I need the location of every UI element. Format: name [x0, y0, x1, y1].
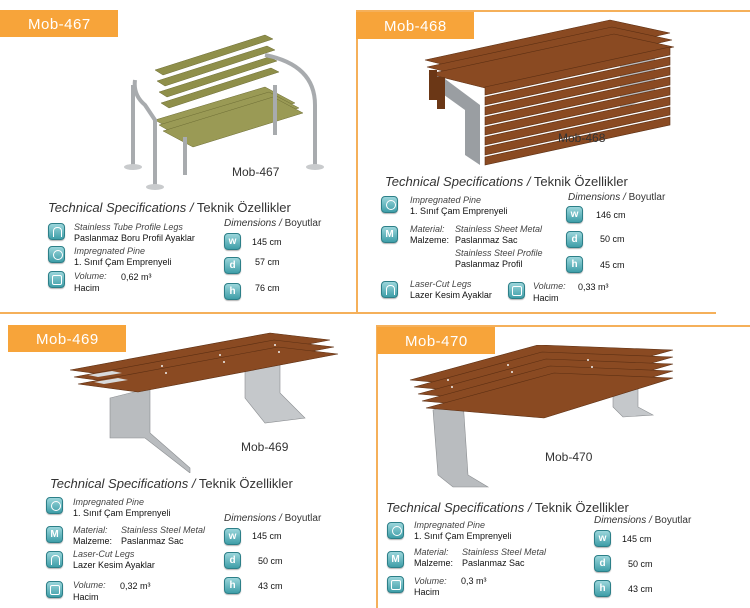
width-value: 145 cm: [252, 237, 282, 247]
spec-en: Impregnated Pine: [73, 497, 145, 507]
volume-icon: [46, 581, 63, 598]
volume-icon: [48, 271, 65, 288]
spec-en: Laser-Cut Legs: [73, 549, 135, 559]
spec-en: Volume:: [414, 576, 447, 586]
width-value: 146 cm: [596, 210, 626, 220]
width-icon: w: [224, 233, 241, 250]
spec-tr: Paslanmaz Sac: [455, 235, 518, 245]
depth-icon: d: [594, 555, 611, 572]
spec-tr: Paslanmaz Sac: [121, 536, 184, 546]
spec-en-label: Material:: [414, 547, 449, 557]
volume-icon: [508, 282, 525, 299]
legs-icon: [381, 281, 398, 298]
height-value: 45 cm: [600, 260, 625, 270]
dimensions-title: Dimensions / Boyutlar: [224, 218, 322, 229]
height-value: 43 cm: [628, 584, 653, 594]
volume-value: 0,33 m³: [578, 282, 609, 292]
spec-title: Technical Specifications / Teknik Özellikler: [386, 500, 629, 515]
height-icon: h: [224, 283, 241, 300]
divider-middle: [0, 312, 716, 314]
bench-image-mob-469: [70, 328, 360, 473]
width-icon: w: [594, 530, 611, 547]
height-icon: h: [566, 256, 583, 273]
bench-image-mob-467: [115, 25, 335, 195]
spec-title: Technical Specifications / Teknik Özellikler: [50, 476, 293, 491]
width-icon: w: [566, 206, 583, 223]
spec-en: Impregnated Pine: [74, 246, 146, 256]
spec-tr: 1. Sınıf Çam Emprenyeli: [73, 508, 171, 518]
depth-value: 50 cm: [258, 556, 283, 566]
legs-icon: [46, 551, 63, 568]
pine-icon: [381, 196, 398, 213]
spec-tr: Hacim: [414, 587, 440, 597]
spec-en-label: Material:: [410, 224, 445, 234]
depth-icon: d: [224, 552, 241, 569]
model-label: Mob-468: [558, 131, 606, 145]
spec-tr: Paslanmaz Boru Profil Ayaklar: [74, 233, 195, 243]
spec-tr: Hacim: [73, 592, 99, 602]
depth-value: 57 cm: [255, 257, 280, 267]
volume-icon: [387, 576, 404, 593]
dimensions-title: Dimensions / Boyutlar: [224, 513, 322, 524]
product-code-tag: Mob-467: [0, 10, 118, 37]
depth-icon: d: [224, 257, 241, 274]
legs-icon: [48, 223, 65, 240]
spec-en: Stainless Sheet Metal: [455, 224, 543, 234]
material-icon: M: [381, 226, 398, 243]
volume-value: 0,62 m³: [121, 272, 152, 282]
dimensions-title: Dimensions / Boyutlar: [568, 192, 666, 203]
spec-en: Laser-Cut Legs: [410, 279, 472, 289]
spec-tr-label: Malzeme:: [73, 536, 113, 546]
spec-en: Stainless Steel Metal: [462, 547, 547, 557]
spec-en: Stainless Tube Profile Legs: [74, 222, 183, 232]
spec-en: Volume:: [74, 271, 107, 281]
spec-tr: 1. Sınıf Çam Emprenyeli: [74, 257, 172, 267]
model-label: Mob-469: [241, 440, 289, 454]
spec-en: Volume:: [73, 580, 106, 590]
spec-tr: Hacim: [533, 293, 559, 303]
width-icon: w: [224, 528, 241, 545]
spec-title: Technical Specifications / Teknik Özellikler: [385, 174, 628, 189]
pine-icon: [48, 246, 65, 263]
depth-value: 50 cm: [628, 559, 653, 569]
model-label: Mob-470: [545, 450, 593, 464]
product-code-tag: Mob-468: [356, 12, 474, 39]
pine-icon: [387, 522, 404, 539]
spec-tr-label: Malzeme:: [410, 235, 450, 245]
height-value: 43 cm: [258, 581, 283, 591]
volume-value: 0,3 m³: [461, 576, 487, 586]
spec-en-2: Stainless Steel Profile: [455, 248, 543, 258]
product-code-tag: Mob-469: [8, 325, 126, 352]
spec-tr: Lazer Kesim Ayaklar: [410, 290, 492, 300]
dimensions-title: Dimensions / Boyutlar: [594, 515, 692, 526]
product-code-tag: Mob-470: [377, 327, 495, 354]
spec-tr: 1. Sınıf Çam Emprenyeli: [410, 206, 508, 216]
model-label: Mob-467: [232, 165, 280, 179]
depth-icon: d: [566, 231, 583, 248]
depth-value: 50 cm: [600, 234, 625, 244]
pine-icon: [46, 497, 63, 514]
spec-en: Volume:: [533, 281, 566, 291]
height-value: 76 cm: [255, 283, 280, 293]
height-icon: h: [224, 577, 241, 594]
spec-tr: Paslanmaz Sac: [462, 558, 525, 568]
spec-tr-2: Paslanmaz Profil: [455, 259, 523, 269]
spec-title: Technical Specifications / Teknik Özellikler: [48, 200, 291, 215]
volume-value: 0,32 m³: [120, 581, 151, 591]
spec-tr-label: Malzeme:: [414, 558, 454, 568]
divider-vertical-bottom: [376, 325, 378, 608]
spec-en: Stainless Steel Metal: [121, 525, 206, 535]
spec-tr: Lazer Kesim Ayaklar: [73, 560, 155, 570]
spec-tr: Hacim: [74, 283, 100, 293]
height-icon: h: [594, 580, 611, 597]
material-icon: M: [387, 551, 404, 568]
spec-en: Impregnated Pine: [414, 520, 486, 530]
bench-image-mob-468: [415, 15, 685, 170]
bench-image-mob-470: [408, 345, 678, 490]
divider-vertical-top: [356, 10, 358, 312]
spec-tr: 1. Sınıf Çam Emprenyeli: [414, 531, 512, 541]
spec-en-label: Material:: [73, 525, 108, 535]
width-value: 145 cm: [622, 534, 652, 544]
spec-en: Impregnated Pine: [410, 195, 482, 205]
material-icon: M: [46, 526, 63, 543]
width-value: 145 cm: [252, 531, 282, 541]
